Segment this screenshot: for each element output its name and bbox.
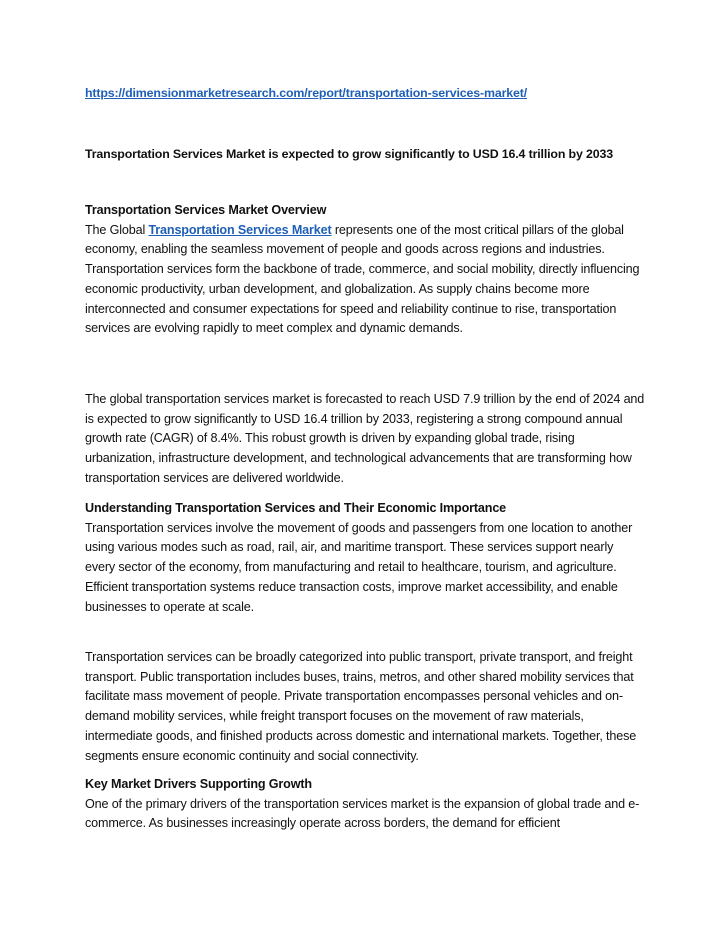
section-paragraph: One of the primary drivers of the transportation services market is the expansion of global trade and e-commerce. As businesses increasingly operate across borders, the demand for efficient [85,796,640,831]
section-forecast [85,390,645,489]
source-url-link[interactable]: https://dimensionmarketresearch.com/report/transportation-services-market/ [85,86,527,100]
section-economic-importance [85,499,645,617]
section-heading: Key Market Drivers Supporting Growth [85,777,312,791]
market-report-link[interactable]: Transportation Services Market [148,222,332,237]
section-heading: Transportation Services Market Overview [85,203,327,217]
section-categories [85,648,645,766]
section-overview [85,201,645,339]
section-market-drivers [85,775,645,834]
section-heading: Understanding Transportation Services and Their Economic Importance [85,501,507,515]
paragraph-text: The Global [85,222,149,237]
section-paragraph [85,221,645,339]
document-title: Transportation Services Market is expected to grow significantly to USD 16.4 trillion by 2033 [85,147,613,161]
section-paragraph: Transportation services can be broadly categorized into public transport, private transport, and freight transport. Public transportation includes buses, trains, metros, and other shared mobility services that facilitate mass movement of people. Private transportation encompasses personal vehicles and on-demand mobility services, while freight transport focuses on the movement of raw materials, intermediate goods, and finished products across domestic and international markets. Together, these segments ensure economic continuity and social connectivity. [85,650,637,763]
section-paragraph: Transportation services involve the movement of goods and passengers from one location to another using various modes such as road, rail, air, and maritime transport. These services support nearly every sector of the economy, from manufacturing and retail to healthcare, tourism, and agriculture. Efficient transportation systems reduce transaction costs, improve market accessibility, and enable businesses to operate at scale. [85,520,633,614]
paragraph-text: represents one of the most critical pillars of the global economy, enabling the seamless movement of people and goods across regions and industries. Transportation services form the backbone of trade, commerce, and social mobility, directly influencing economic productivity, urban development, and globalization. As supply chains become more interconnected and consumer expectations for speed and reliability continue to rise, transportation services are evolving rapidly to meet complex and dynamic demands. [85,222,640,336]
section-paragraph: The global transportation services market is forecasted to reach USD 7.9 trillion by the end of 2024 and is expected to grow significantly to USD 16.4 trillion by 2033, registering a strong compound annual growth rate (CAGR) of 8.4%. This robust growth is driven by expanding global trade, rising urbanization, infrastructure development, and technological advancements that are transforming how transportation services are delivered worldwide. [85,392,645,485]
